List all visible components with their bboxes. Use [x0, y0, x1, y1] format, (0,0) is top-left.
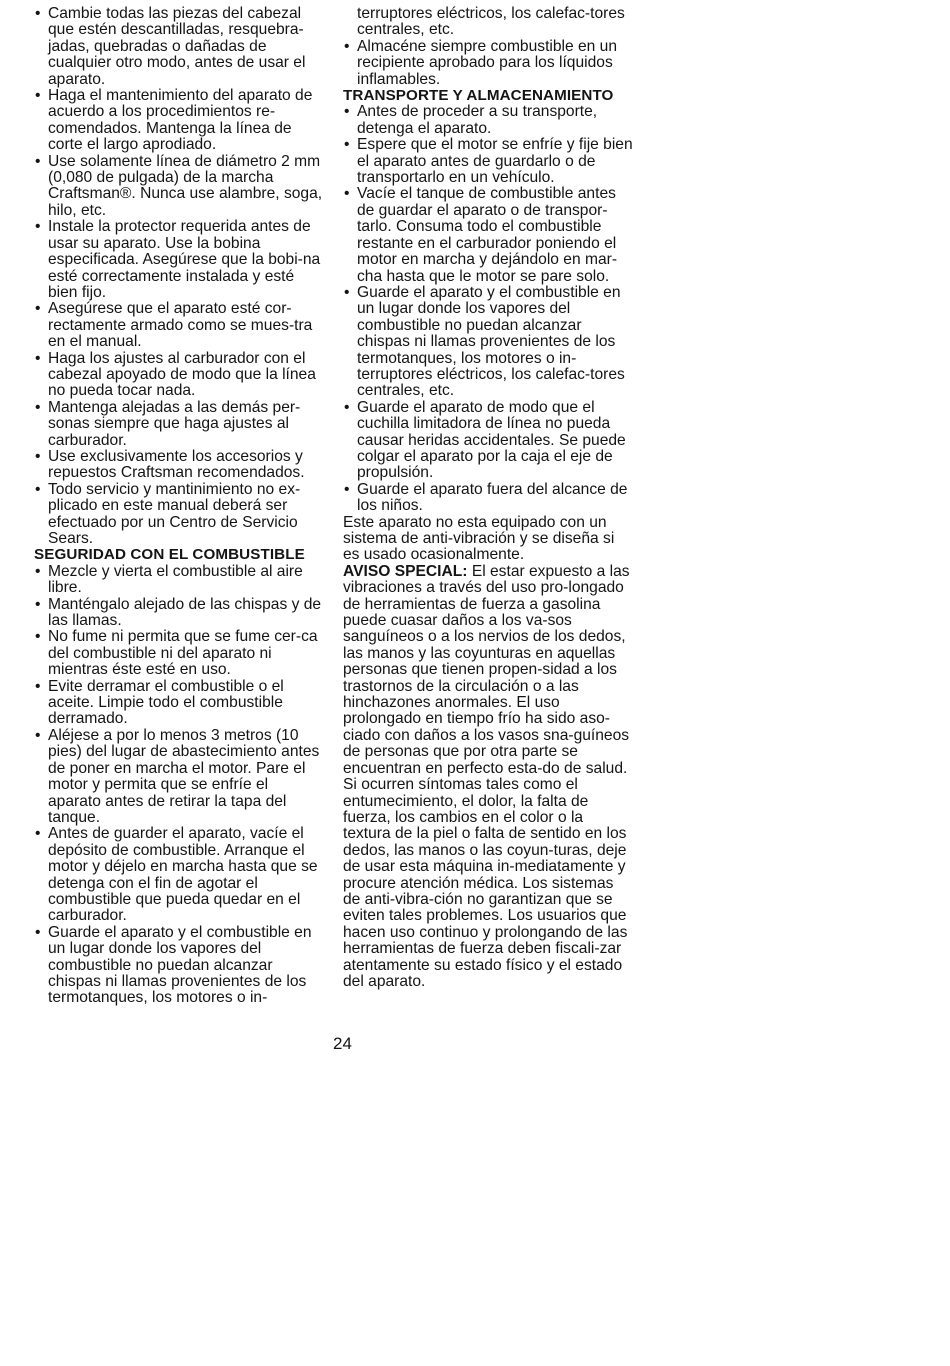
- list-item: • Vacíe el tanque de combustible antes de guardar el aparato o de transpor-tarlo. Consuma todo el combustible restante en el carburador poniendo el motor en marcha y dejándolo en mar-cha hasta que le motor se pare solo.: [343, 186, 635, 284]
- list-item: • Todo servicio y mantinimiento no ex-plicado en este manual deberá ser efectuado por un Centro de Servicio Sears.: [34, 482, 324, 548]
- transport-storage-list: [343, 104, 635, 514]
- list-item: • Haga los ajustes al carburador con el cabezal apoyado de modo que la línea no pueda tocar nada.: [34, 351, 324, 400]
- list-item: • Mantenga alejadas a las demás per-sonas siempre que haga ajustes al carburador.: [34, 400, 324, 449]
- list-item: • Aléjese a por lo menos 3 metros (10 pies) del lugar de abastecimiento antes de poner en marcha el motor. Pare el motor y permita que se enfríe el aparato antes de retirar la tapa del tanque.: [34, 728, 324, 826]
- fuel-safety-list: [34, 564, 324, 1007]
- list-item: • Haga el mantenimiento del aparato de acuerdo a los procedimientos re-comendados. Mantenga la línea de corte el largo aprodiado.: [34, 88, 324, 154]
- list-item: • Guarde el aparato y el combustible en un lugar donde los vapores del combustible no puedan alcanzar chispas ni llamas provenientes de los termotanques, los motores o in-: [34, 925, 324, 1007]
- list-item: • No fume ni permita que se fume cer-ca del combustible ni del aparato ni mientras éste esté en uso.: [34, 629, 324, 678]
- list-item: • Manténgalo alejado de las chispas y de las llamas.: [34, 597, 324, 630]
- list-item: • Almacéne siempre combustible en un recipiente aprobado para los líquidos inflamables.: [343, 39, 635, 88]
- fuel-safety-list-continued: [343, 6, 635, 39]
- list-item: • Antes de guarder el aparato, vacíe el depósito de combustible. Arranque el motor y déjelo en marcha hasta que se detenga con el fin de agotar el combustible que pueda quedar en el carburador.: [34, 826, 324, 924]
- list-item: • Antes de proceder a su transporte, detenga el aparato.: [343, 104, 635, 137]
- list-item: • Guarde el aparato y el combustible en un lugar donde los vapores del combustible no puedan alcanzar chispas ni llamas provenientes de los termotanques, los motores o in-terruptores eléctricos, los calefac-tores centrales, etc.: [343, 285, 635, 400]
- right-column: [343, 6, 635, 990]
- list-item: • Mezcle y vierta el combustible al aire libre.: [34, 564, 324, 597]
- special-notice-paragraph: [343, 564, 635, 991]
- list-item: • Guarde el aparato fuera del alcance de los niños.: [343, 482, 635, 515]
- list-item-continuation: terruptores eléctricos, los calefac-tores centrales, etc.: [357, 5, 625, 39]
- list-item: • Espere que el motor se enfríe y fije bien el aparato antes de guardarlo o de transportarlo en un vehículo.: [343, 137, 635, 186]
- special-notice-label: AVISO SPECIAL:: [343, 562, 468, 580]
- list-item: • Asegúrese que el aparato esté cor-rectamente armado como se mues-tra en el manual.: [34, 301, 324, 350]
- vibration-paragraph: Este aparato no esta equipado con un sistema de anti-vibración y se diseña si es usado ocasionalmente.: [343, 513, 615, 564]
- list-item: • Use solamente línea de diámetro 2 mm (0,080 de pulgada) de la marcha Craftsman®. Nunca use alambre, soga, hilo, etc.: [34, 154, 324, 220]
- maintenance-list: [34, 6, 324, 547]
- list-item: • Use exclusivamente los accesorios y repuestos Craftsman recomendados.: [34, 449, 324, 482]
- list-item: • Evite derramar el combustible o el aceite. Limpie todo el combustible derramado.: [34, 679, 324, 728]
- list-item: • Guarde el aparato de modo que el cuchilla limitadora de línea no pueda causar heridas accidentales. Se puede colgar el aparato por la caja el eje de propulsión.: [343, 400, 635, 482]
- list-item: • Instale la protector requerida antes de usar su aparato. Use la bobina especificada. Asegúrese que la bobi-na esté correctamente instalada y esté bien fijo.: [34, 219, 324, 301]
- special-notice-text: El estar expuesto a las vibraciones a través del uso pro-longado de herramientas de fuerza a gasolina puede cuasar daños a los va-sos sanguíneos o a los nervios de los dedos, las manos y las coyunturas en aquellas personas que tienen propen-sidad a los trastornos de la circulación o a las hinchazones anormales. El uso prolongado en tiempo frío ha sido aso-ciado con daños a los vasos sna-guíneos de personas que por otra parte se encuentran en perfecto esta-do de salud. Si ocurren síntomas tales como el entumecimiento, el dolor, la falta de fuerza, los cambios en el color o la textura de la piel o falta de sentido en los dedos, las manos o las coyun-turas, deje de usar esta máquina in-mediatamente y procure atención médica. Los sistemas de anti-vibra-ción no garantizan que se eviten tales problemes. Los usuarios que hacen uso continuo y prolongando de las herramientas de fuerza deben fiscali-zar atentamente su estado físico y el estado del aparato.: [343, 562, 630, 990]
- transport-storage-heading: TRANSPORTE Y ALMACENAMIENTO: [343, 87, 614, 105]
- fuel-safety-list-end: [343, 39, 635, 88]
- left-column: [34, 6, 324, 1007]
- page-number: 24: [333, 1034, 352, 1053]
- list-item: • Cambie todas las piezas del cabezal que estén descantilladas, resquebra-jadas, quebradas o dañadas de cualquier otro modo, antes de usar el aparato.: [34, 6, 324, 88]
- fuel-safety-heading: SEGURIDAD CON EL COMBUSTIBLE: [34, 546, 305, 564]
